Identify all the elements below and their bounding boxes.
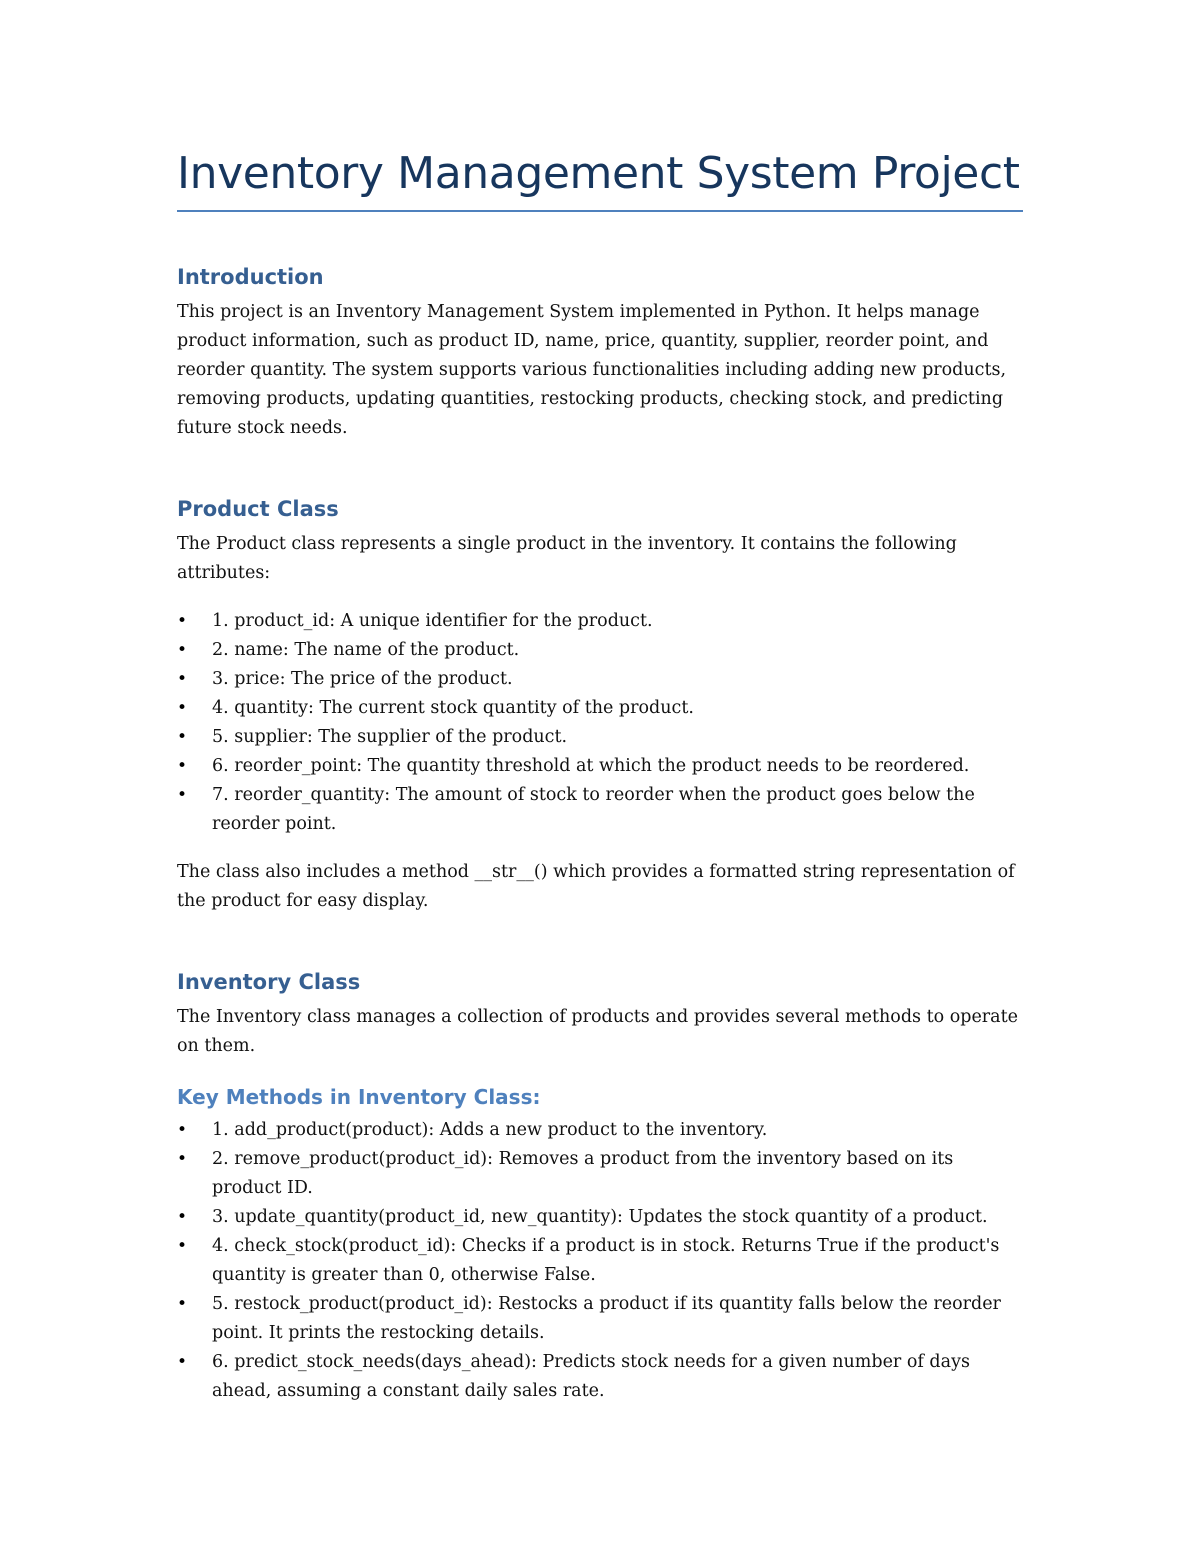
list-item-text: 2. remove_product(product_id): Removes a product from the inventory based on its product ID. <box>212 1149 954 1198</box>
document-title: Inventory Management System Project <box>177 148 1020 199</box>
bullet-icon: • <box>177 1120 188 1140</box>
list-item <box>177 665 1002 694</box>
bullet-icon: • <box>177 669 188 689</box>
list-item <box>177 752 1002 781</box>
product-class-intro-paragraph: The Product class represents a single product in the inventory. It contains the following attributes: <box>177 534 957 583</box>
list-item-text: 4. check_stock(product_id): Checks if a product is in stock. Returns True if the product's quantity is greater than 0, otherwise False. <box>212 1236 1000 1285</box>
list-item <box>177 1232 1002 1290</box>
list-item-text: 6. predict_stock_needs(days_ahead): Predicts stock needs for a given number of days ahead, assuming a constant daily sales rate. <box>212 1352 970 1401</box>
bullet-icon: • <box>177 1149 188 1169</box>
list-item <box>177 1290 1002 1348</box>
bullet-icon: • <box>177 1352 188 1372</box>
product-class-heading: Product Class <box>177 497 339 521</box>
inventory-class-heading: Inventory Class <box>177 970 361 994</box>
bullet-icon: • <box>177 611 188 631</box>
inventory-methods-list <box>177 1116 1023 1406</box>
list-item <box>177 1145 1002 1203</box>
bullet-icon: • <box>177 1236 188 1256</box>
bullet-icon: • <box>177 727 188 747</box>
list-item <box>177 636 1002 665</box>
product-attributes-list <box>177 607 1023 839</box>
bullet-icon: • <box>177 1294 188 1314</box>
list-item-text: 5. supplier: The supplier of the product. <box>212 727 568 747</box>
bullet-icon: • <box>177 640 188 660</box>
introduction-paragraph: This project is an Inventory Management System implemented in Python. It helps manage product information, such as product ID, name, price, quantity, supplier, reorder point, and reorder quantity. The system supports various functionalities including adding new products, removing products, updating quantities, restocking products, checking stock, and predicting future stock needs. <box>177 302 1007 438</box>
list-item <box>177 1348 1002 1406</box>
inventory-class-intro-paragraph: The Inventory class manages a collection of products and provides several methods to operate on them. <box>177 1007 1018 1056</box>
list-item-text: 1. add_product(product): Adds a new product to the inventory. <box>212 1120 768 1140</box>
title-underline-rule <box>177 210 1023 212</box>
list-item <box>177 1203 1002 1232</box>
key-methods-heading: Key Methods in Inventory Class: <box>177 1085 541 1109</box>
list-item-text: 4. quantity: The current stock quantity of the product. <box>212 698 694 718</box>
list-item-text: 3. price: The price of the product. <box>212 669 513 689</box>
list-item-text: 1. product_id: A unique identifier for the product. <box>212 611 653 631</box>
bullet-icon: • <box>177 756 188 776</box>
list-item-text: 6. reorder_point: The quantity threshold at which the product needs to be reordered. <box>212 756 970 776</box>
bullet-icon: • <box>177 785 188 805</box>
list-item-text: 3. update_quantity(product_id, new_quantity): Updates the stock quantity of a product. <box>212 1207 988 1227</box>
list-item <box>177 723 1002 752</box>
list-item-text: 5. restock_product(product_id): Restocks a product if its quantity falls below the reorder point. It prints the restocking details. <box>212 1294 1001 1343</box>
bullet-icon: • <box>177 1207 188 1227</box>
list-item <box>177 607 1002 636</box>
bullet-icon: • <box>177 698 188 718</box>
list-item <box>177 694 1002 723</box>
list-item-text: 2. name: The name of the product. <box>212 640 520 660</box>
list-item-text: 7. reorder_quantity: The amount of stock to reorder when the product goes below the reorder point. <box>212 785 975 834</box>
list-item <box>177 781 1002 839</box>
list-item <box>177 1116 1002 1145</box>
product-class-closing-paragraph: The class also includes a method __str__() which provides a formatted string representation of the product for easy display. <box>177 862 1015 911</box>
introduction-heading: Introduction <box>177 265 324 289</box>
